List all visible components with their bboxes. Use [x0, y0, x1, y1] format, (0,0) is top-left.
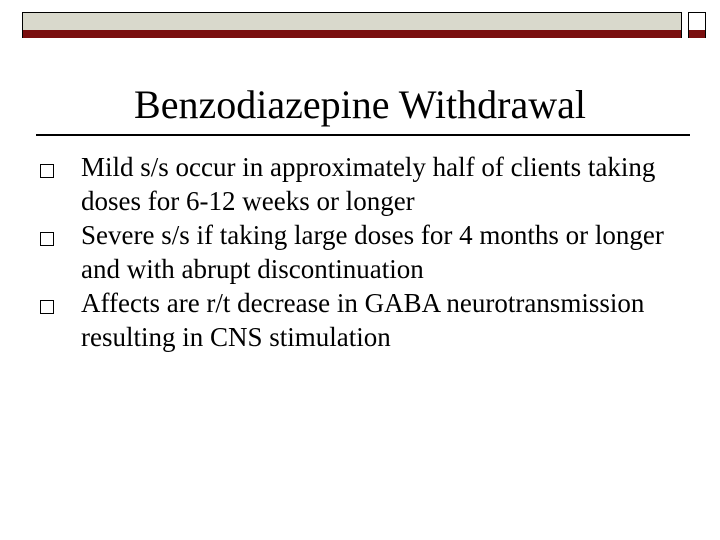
bullet-item [0, 150, 720, 218]
header-corner-square [688, 12, 706, 38]
header-accent-stripe [23, 30, 681, 38]
hollow-square-icon [40, 232, 54, 246]
title-divider [36, 134, 690, 136]
slide-title: Benzodiazepine Withdrawal [134, 82, 586, 127]
corner-accent-stripe [689, 30, 705, 38]
bullet-item [0, 286, 720, 354]
bullet-list [0, 150, 720, 354]
hollow-square-icon [40, 164, 54, 178]
hollow-square-icon [40, 300, 54, 314]
bullet-text: Severe s/s if taking large doses for 4 months or longer and with abrupt discontinuation [81, 220, 664, 284]
bullet-text: Mild s/s occur in approximately half of clients taking doses for 6-12 weeks or longer [81, 152, 656, 216]
bullet-text: Affects are r/t decrease in GABA neurotransmission resulting in CNS stimulation [81, 288, 645, 352]
header-banner [22, 12, 682, 38]
bullet-item [0, 218, 720, 286]
